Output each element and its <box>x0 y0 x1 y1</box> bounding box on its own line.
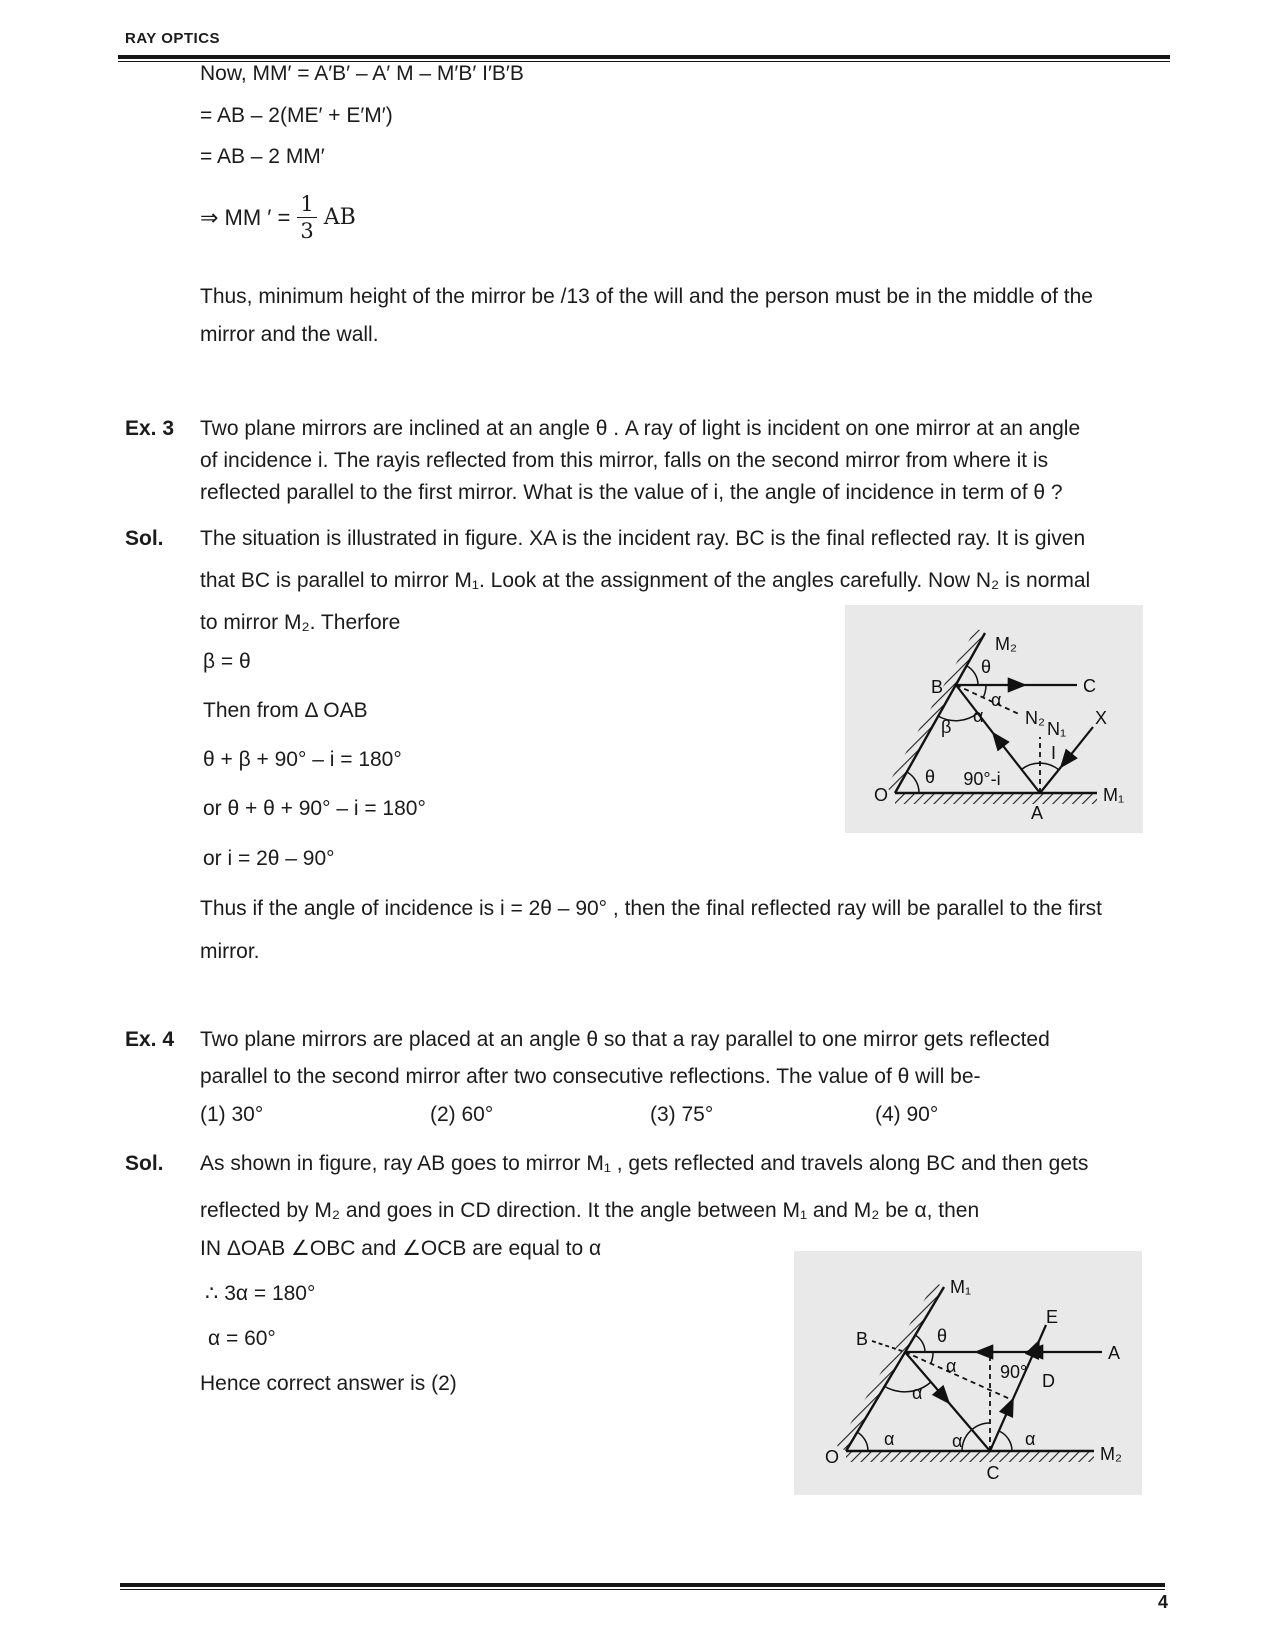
label-c: C <box>1083 676 1096 696</box>
mirror-m1 <box>895 793 1097 804</box>
note-line-2: mirror and the wall. <box>200 323 379 346</box>
label-d: D <box>1042 1371 1055 1391</box>
label-o: O <box>824 1447 840 1467</box>
label-beta: β <box>941 717 952 737</box>
header-rule <box>118 55 1170 62</box>
result-suffix: AB <box>323 204 356 230</box>
ex3-eq-4: or θ + θ + 90° – i = 180° <box>203 797 426 820</box>
label-a: A <box>1108 1343 1121 1363</box>
ex3-label: Ex. 3 <box>125 417 175 440</box>
ex3-sol-line-3: to mirror M₂. Therfore <box>200 611 401 634</box>
ex4-option-4: (4) 90° <box>875 1103 939 1126</box>
page-number: 4 <box>1157 1592 1168 1612</box>
label-90: 90° <box>1000 1362 1028 1382</box>
label-o: O <box>873 785 889 805</box>
label-x: X <box>1095 708 1108 728</box>
ex4-option-1: (1) 30° <box>200 1103 264 1126</box>
ex3-question-line-1: Two plane mirrors are inclined at an angle θ . A ray of light is incident on one mirror at an angle <box>200 417 1081 440</box>
label-m2: M₂ <box>995 634 1017 654</box>
derivation-line-3: = AB – 2 MM′ <box>200 145 325 168</box>
fraction-numerator: 1 <box>297 192 316 218</box>
label-theta-o: θ <box>925 767 936 787</box>
derivation-line-1: Now, MM′ = A′B′ – A′ M – M′B′ I′B′B <box>200 62 524 85</box>
label-alpha-b: α <box>912 1383 923 1403</box>
label-b: B <box>855 1329 869 1349</box>
ex3-question-line-2: of incidence i. The rayis reflected from this mirror, falls on the second mirror from where it is <box>200 449 1049 472</box>
ex4-option-3: (3) 75° <box>650 1103 714 1126</box>
fraction-denominator: 3 <box>300 219 314 244</box>
ex3-figure <box>845 605 1143 833</box>
ex4-sol-line-3: IN ΔOAB ∠OBC and ∠OCB are equal to α <box>200 1237 602 1260</box>
ex3-sol-label: Sol. <box>125 527 164 550</box>
ex4-label: Ex. 4 <box>125 1028 175 1051</box>
ex4-eq-1: ∴ 3α = 180° <box>205 1282 316 1305</box>
label-alpha-c-left: α <box>952 1431 963 1451</box>
normal-n2 <box>956 685 1021 715</box>
ex3-eq-2: Then from Δ OAB <box>203 699 368 722</box>
ex3-question-line-3: reflected parallel to the first mirror. What is the value of i, the angle of incidence in term of θ ? <box>200 481 1063 504</box>
label-a: A <box>1030 803 1044 823</box>
label-e: E <box>1045 1307 1059 1327</box>
ex3-sol-line-1: The situation is illustrated in figure. XA is the incident ray. BC is the final reflected ray. It is given <box>200 527 1086 550</box>
ex3-conclusion-line-1: Thus if the angle of incidence is i = 2θ – 90° , then the final reflected ray will be parallel to the first <box>200 897 1102 920</box>
derivation-line-2: = AB – 2(ME′ + E′M′) <box>200 104 393 127</box>
ex3-conclusion-line-2: mirror. <box>200 940 260 963</box>
label-m1: M₁ <box>1103 785 1125 805</box>
label-alpha-2: α <box>973 706 984 726</box>
label-n1: N₁ <box>1047 719 1067 739</box>
label-alpha-1: α <box>991 690 1002 710</box>
ex3-eq-1: β = θ <box>203 650 251 673</box>
result-prefix: ⇒ MM ′ = <box>200 204 291 230</box>
label-alpha-mid: α <box>946 1356 957 1376</box>
ex3-diagram <box>845 605 1143 833</box>
note-line-1: Thus, minimum height of the mirror be /13 of the will and the person must be in the middle of the <box>200 285 1093 308</box>
footer-rule <box>120 1583 1165 1590</box>
label-alpha-o: α <box>884 1429 895 1449</box>
ex4-question-line-2: parallel to the second mirror after two consecutive reflections. The value of θ will be- <box>200 1065 981 1088</box>
ex4-sol-line-1: As shown in figure, ray AB goes to mirror M₁ , gets reflected and travels along BC and then gets <box>200 1152 1089 1175</box>
mirror-m1 <box>837 1282 944 1451</box>
mirror-m2 <box>846 1451 1094 1462</box>
ex4-figure <box>794 1251 1142 1495</box>
label-n2: N₂ <box>1025 708 1045 728</box>
ex3-sol-line-2: that BC is parallel to mirror M₁. Look at the assignment of the angles carefully. Now N₂ is normal <box>200 569 1091 592</box>
ex4-sol-label: Sol. <box>125 1152 164 1175</box>
fraction <box>297 192 316 243</box>
ex4-diagram <box>794 1251 1142 1495</box>
label-theta-top: θ <box>981 657 992 677</box>
ex3-eq-3: θ + β + 90° – i = 180° <box>203 748 402 771</box>
label-i: I <box>1051 743 1057 763</box>
ex4-eq-2: α = 60° <box>208 1327 276 1350</box>
ray-ce <box>990 1325 1046 1451</box>
ex4-question-line-1: Two plane mirrors are placed at an angle θ so that a ray parallel to one mirror gets reflected <box>200 1028 1050 1051</box>
ex4-sol-line-2: reflected by M₂ and goes in CD direction. It the angle between M₁ and M₂ be α, then <box>200 1199 980 1222</box>
ex3-eq-5: or i = 2θ – 90° <box>203 847 335 870</box>
label-90-minus-i: 90°-i <box>963 769 1001 789</box>
page-header: RAY OPTICS <box>125 30 221 47</box>
derivation-result <box>200 192 356 243</box>
label-theta: θ <box>937 1326 948 1346</box>
label-m2: M₂ <box>1100 1444 1122 1464</box>
label-b: B <box>930 677 943 697</box>
label-m1: M₁ <box>950 1277 972 1297</box>
label-alpha-c-right: α <box>1025 1429 1036 1449</box>
ex4-final-answer: Hence correct answer is (2) <box>200 1372 457 1395</box>
label-c: C <box>986 1463 1000 1483</box>
ex4-option-2: (2) 60° <box>430 1103 494 1126</box>
